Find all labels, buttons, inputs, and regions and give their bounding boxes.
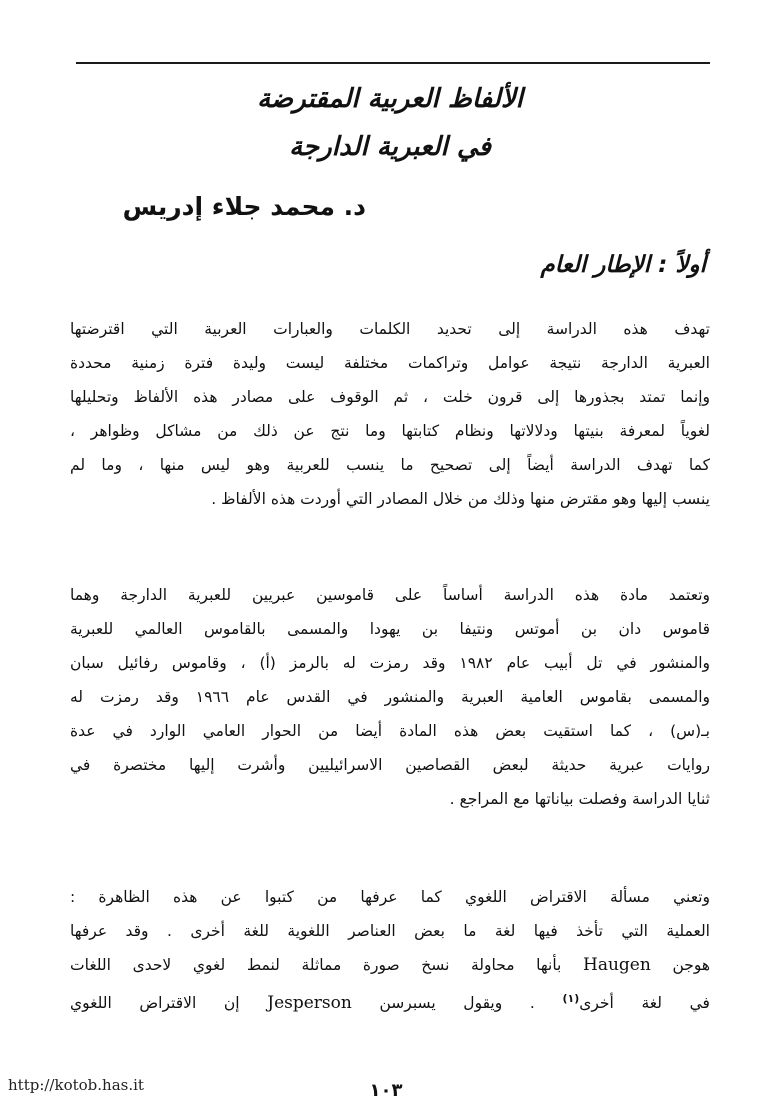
haugen-name: Haugen bbox=[583, 955, 651, 975]
paragraph-line: لغوياً لمعرفة بنيتها ودلالاتها ونظام كتابتها وما نتج عن ذلك من مشاكل وظواهر ، bbox=[70, 422, 710, 440]
paragraph-line: والمنشور في تل أبيب عام ١٩٨٢ وقد رمزت له بالرمز (أ) ، وقاموس رفائيل سبان bbox=[70, 654, 710, 672]
footnote-marker: (١) bbox=[562, 992, 580, 1005]
paragraph-line: العملية التي تأخذ فيها لغة ما بعض العناصر اللغوية للغة أخرى . وقد عرفها bbox=[70, 922, 710, 940]
last-prefix: في لغة أخرى bbox=[579, 994, 710, 1013]
last-middle: . ويقول يسبرسن bbox=[379, 994, 535, 1013]
last-rest: إن الاقتراض اللغوي bbox=[70, 994, 240, 1013]
jesperson-name: Jesperson bbox=[267, 993, 352, 1014]
paragraph-line: وتعني مسألة الاقتراض اللغوي كما عرفها من كتبوا عن هذه الظاهرة : bbox=[70, 888, 710, 906]
haugen-prefix: هوجن bbox=[672, 956, 710, 974]
top-rule bbox=[76, 62, 710, 64]
paragraph-line: وإنما تمتد بجذورها إلى قرون خلت ، ثم الوقوف على مصادر هذه الألفاظ وتحليلها bbox=[70, 388, 710, 406]
article-title-line-1: الألفاظ العربية المقترضة bbox=[257, 84, 523, 114]
paragraph-line: والمسمى بقاموس العامية العبرية والمنشور في القدس عام ١٩٦٦ وقد رمزت له bbox=[70, 688, 710, 706]
paragraph-line-haugen bbox=[70, 948, 710, 982]
article-title-line-2: في العبرية الدارجة bbox=[289, 132, 491, 162]
paragraph-line: كما تهدف الدراسة أيضاً إلى تصحيح ما ينسب للعربية وهو ليس منها ، وما لم bbox=[70, 456, 710, 474]
paragraph-line: بـ(س) ، كما استقيت بعض هذه المادة أيضا من الحوار العامي الوارد في عدة bbox=[70, 722, 710, 740]
paragraph-line: تهدف هذه الدراسة إلى تحديد الكلمات والعبارات العربية التي اقترضتها bbox=[70, 320, 710, 338]
paragraph-line: وتعتمد مادة هذه الدراسة أساساً على قاموسين عبريين للعبرية الدارجة وهما bbox=[70, 586, 710, 604]
author-name: د. محمد جلاء إدريس bbox=[122, 192, 366, 221]
page-number: ١٠٣ bbox=[369, 1080, 403, 1101]
section-heading: أولاً : الإطار العام bbox=[540, 252, 706, 278]
paragraph-line-jesperson bbox=[70, 982, 710, 1016]
paragraph-line: العبرية الدارجة نتيجة عوامل وتراكمات مختلفة ليست وليدة فترة زمنية محددة bbox=[70, 354, 710, 372]
footer-url: http://kotob.has.it bbox=[8, 1076, 144, 1094]
haugen-rest: بأنها محاولة نسخ صورة مماثلة لنمط لغوي لاحدى اللغات bbox=[70, 956, 562, 974]
paragraph-2 bbox=[70, 578, 710, 816]
paragraph-1 bbox=[70, 312, 710, 516]
paragraph-3 bbox=[70, 880, 710, 1016]
paragraph-line: قاموس دان بن أموتس ونتيفا بن يهودا والمسمى بالقاموس العالمي للعبرية bbox=[70, 620, 710, 638]
paragraph-line: روايات عبرية حديثة لبعض القصاصين الاسرائيليين وأشرت إليها مختصرة في bbox=[70, 756, 710, 774]
paragraph-line: ثنايا الدراسة وفصلت بياناتها مع المراجع . bbox=[449, 790, 710, 808]
paragraph-line: ينسب إليها وهو مقترض منها وذلك من خلال المصادر التي أوردت هذه الألفاظ . bbox=[211, 490, 710, 508]
